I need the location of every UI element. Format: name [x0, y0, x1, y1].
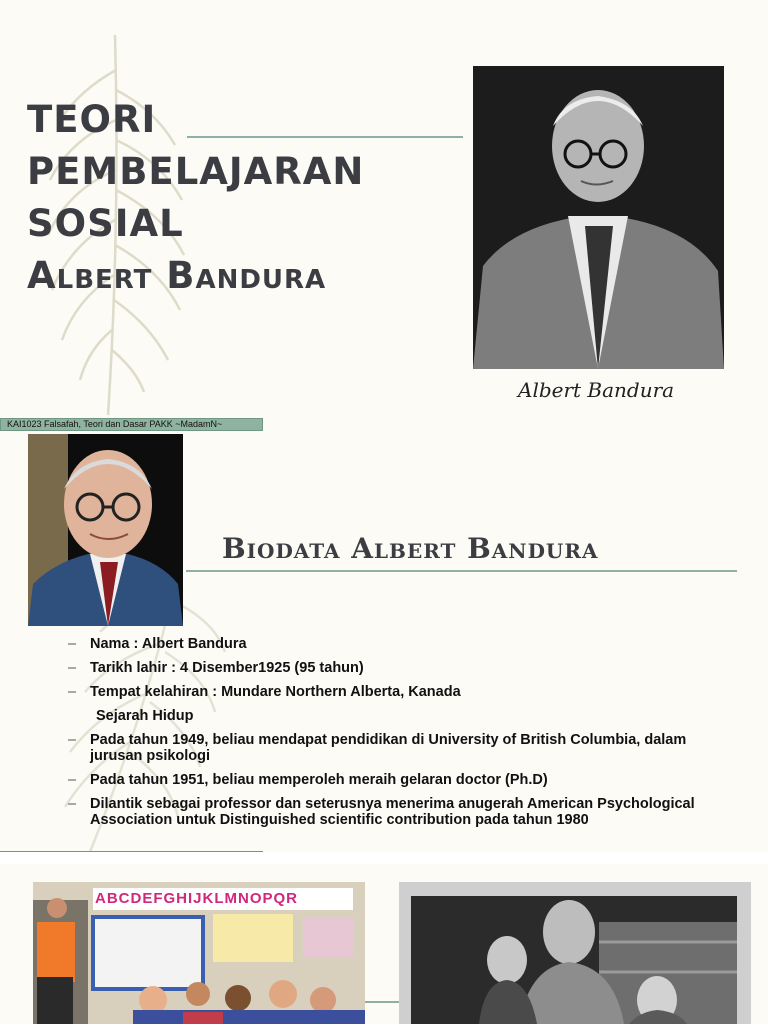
biodata-heading: Biodata Albert Bandura — [222, 532, 599, 565]
list-subheading: Sejarah Hidup — [96, 708, 194, 724]
footer-label: KAI1023 Falsafah, Teori dan Dasar PAKK ~MadamN~ — [0, 418, 263, 431]
bandura-children-photo — [399, 882, 751, 1024]
title-line-4: Albert Bandura — [27, 254, 327, 297]
biodata-slide — [0, 432, 768, 852]
photos-slide — [0, 864, 768, 1024]
bandura-color-photo — [28, 434, 183, 626]
title-line-1: TEORI — [27, 98, 157, 141]
slide-gap — [0, 852, 768, 864]
biodata-list — [68, 636, 728, 836]
signature: Albert Bandura — [518, 378, 675, 402]
title-line-2: PEMBELAJARAN — [27, 150, 365, 193]
title-line-3: SOSIAL — [27, 202, 184, 245]
slide-title — [27, 94, 364, 302]
title-underline — [187, 136, 463, 138]
list-item: – Tarikh lahir : 4 Disember1925 (95 tahun) — [68, 660, 728, 676]
list-item: – Dilantik sebagai professor dan seterusnya menerima anugerah American Psychological Association untuk Distinguished scientific contribution pada tahun 1980 — [68, 796, 728, 828]
portrait-photo — [473, 66, 724, 369]
classroom-photo — [33, 882, 365, 1024]
biodata-underline — [186, 570, 737, 572]
list-item: – Tempat kelahiran : Mundare Northern Alberta, Kanada — [68, 684, 728, 700]
connector-line — [365, 1001, 399, 1003]
title-slide — [0, 0, 768, 432]
list-item: – Pada tahun 1949, beliau mendapat pendidikan di University of British Columbia, dalam jurusan psikologi — [68, 732, 728, 764]
alphabet-banner: ABCDEFGHIJKLMNOPQR — [95, 890, 299, 907]
list-item: – Nama : Albert Bandura — [68, 636, 728, 652]
list-item: – Pada tahun 1951, beliau memperoleh meraih gelaran doctor (Ph.D) — [68, 772, 728, 788]
